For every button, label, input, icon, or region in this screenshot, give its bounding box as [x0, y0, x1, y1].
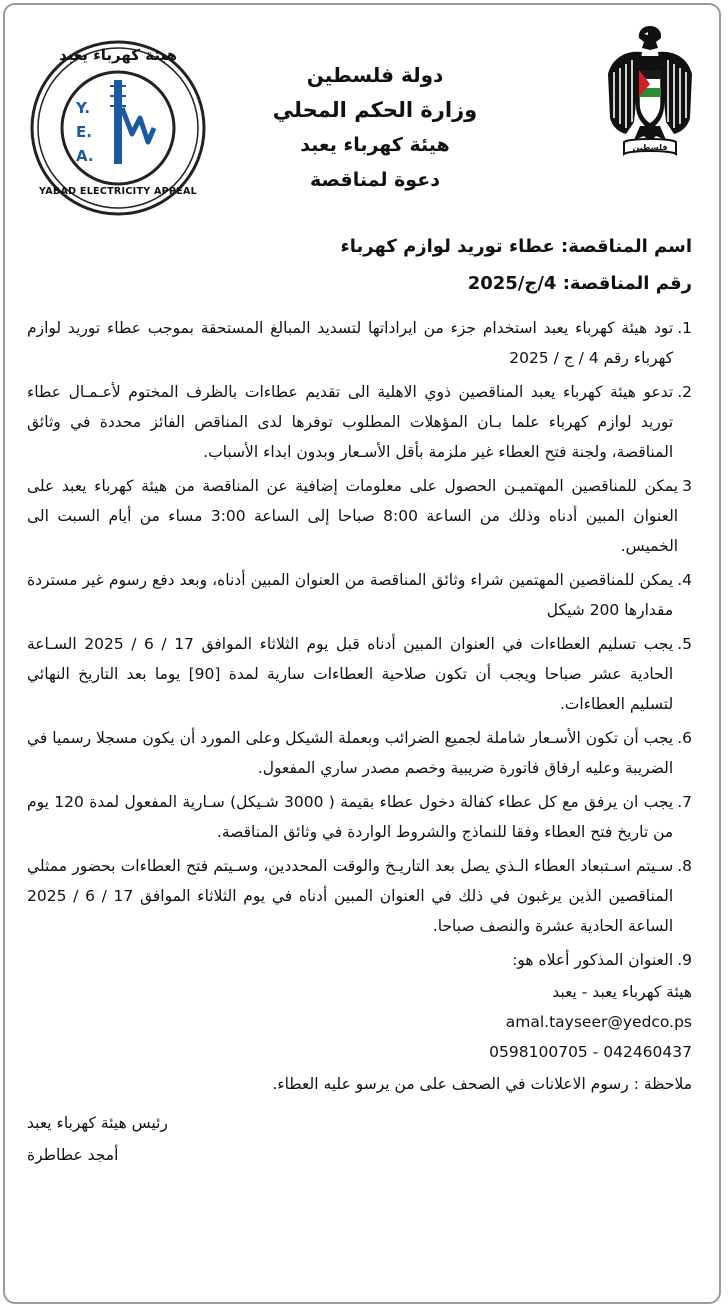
item-number: 4.	[677, 571, 692, 589]
item-number: 8.	[677, 857, 692, 875]
header	[0, 0, 728, 230]
signature-title: رئيس هيئة كهرباء يعبد	[27, 1114, 168, 1132]
contact-email[interactable]: amal.tayseer@yedco.ps	[505, 1013, 692, 1031]
list-item	[27, 945, 692, 975]
item-number: 5.	[677, 635, 692, 653]
ministry-title: وزارة الحكم المحلي	[272, 98, 478, 122]
ads-note: ملاحظة : رسوم الاعلانات في الصحف على من يرسو عليه العطاء.	[272, 1075, 692, 1093]
invitation-title: دعوة لمناقصة	[310, 169, 440, 191]
item-number: 6.	[677, 729, 692, 747]
logo-english-ring: YABAD ELECTRICITY APPEAL	[39, 186, 197, 197]
item-text: يمكن للمناقصين المهتميـن الحصول على معلومات إضافية عن المناقصة من هيئة كهرباء يعبد على العنوان المبين أدناه وذلك من الساعة 8:00 صباحا إلى الساعة 3:00 مساء من أيام السبت الى الخميس.	[27, 477, 679, 555]
logo-letter-e: E.	[76, 123, 92, 141]
authority-title: هيئة كهرباء يعبد	[300, 134, 450, 156]
logo-arabic-ring: هيئة كهرباء يعبد	[59, 46, 177, 64]
list-item	[27, 629, 692, 719]
eagle-emblem-icon	[604, 22, 696, 162]
list-item	[27, 313, 692, 373]
list-item	[27, 377, 692, 467]
item-text: يجب تسليم العطاءات في العنوان المبين أدناه قبل يوم الثلاثاء الموافق 17 / 6 / 2025 السـاعة الحادية عشر صباحا ويجب أن تكون صلاحية العطاءات سارية لمدة [90] يوما بعد التاريخ النهائي لتسليم العطاءات.	[27, 635, 674, 713]
item-text: تود هيئة كهرباء يعبد استخدام جزء من ايراداتها لتسديد المبالغ المستحقة بموجب عطاء توريد لوازم كهرباء رقم 4 / ج / 2025	[27, 319, 674, 367]
state-title: دولة فلسطين	[306, 63, 444, 87]
tender-meta	[32, 228, 692, 302]
list-item	[27, 787, 692, 847]
item-text: سـيتم اسـتبعاد العطاء الـذي يصل بعد التاريـخ والوقت المحددين، وسـيتم فتح العطاءات بحضور ممثلي المناقصين الذين يرغبون في ذلك في العنوان المبين أدناه في يوم الثلاثاء الموافق 17 / 6 / 2025 الساعة الحادية عشرة والنصف صباحا.	[27, 857, 674, 935]
logo-letter-a: A.	[76, 147, 94, 165]
palestine-emblem	[604, 22, 696, 162]
contact-entity: هيئة كهرباء يعبد - يعبد	[552, 983, 692, 1001]
item-text: يمكن للمناقصين المهتمين شراء وثائق المناقصة من العنوان المبين أدناه، وبعد دفع رسوم غير مستردة مقدارها 200 شيكل	[27, 571, 674, 619]
contact-phones: 0598100705 - 042460437	[489, 1043, 692, 1061]
tender-name: اسم المناقصة: عطاء توريد لوازم كهرباء	[340, 236, 692, 257]
logo-letters	[76, 96, 106, 168]
tender-body	[27, 313, 692, 1171]
list-item	[27, 851, 692, 941]
emblem-label: فلسطين	[632, 143, 668, 152]
yabad-electricity-logo	[28, 38, 208, 218]
item-number: 9.	[677, 951, 692, 969]
item-number: 1.	[677, 319, 692, 337]
list-item	[27, 723, 692, 783]
item-number: 7.	[677, 793, 692, 811]
item-number: 2.	[677, 383, 692, 401]
item-text: يجب أن تكون الأسـعار شاملة لجميع الضرائب وبعملة الشيكل وعلى المورد أن يكون مسجلا رسميا في الضريبة وعليه ارفاق فاتورة ضريبية وخصم مصدر ساري المفعول.	[27, 729, 674, 777]
item-text: تدعو هيئة كهرباء يعبد المناقصين ذوي الاهلية الى تقديم عطاءات بالظرف المختوم لأعـمـال عطاء توريد لوازم كهرباء علما بـان المؤهلات المطلوب توفرها لدى المناقص الفائز محددة في وثائق المناقصة، ولجنة فتح العطاء غير ملزمة بأقل الأسـعار وبدون ابداء الأسباب.	[27, 383, 674, 461]
signature-name: أمجد عطاطرة	[27, 1146, 119, 1164]
list-item	[27, 471, 692, 561]
logo-letter-y: Y.	[76, 99, 91, 117]
list-item	[27, 565, 692, 625]
item-number: 3	[682, 477, 692, 495]
item-text: العنوان المذكور أعلاه هو:	[512, 951, 674, 969]
item-text: يجب ان يرفق مع كل عطاء كفالة دخول عطاء بقيمة ( 3000 شـيكل) سـارية المفعول لمدة 120 يوم من تاريخ فتح العطاء وفقا للنماذج والشروط الواردة في وثائق المناقصة.	[27, 793, 674, 841]
tender-number: رقم المناقصة: 4/ج/2025	[467, 273, 692, 294]
signature-block	[27, 1107, 692, 1171]
header-titles	[250, 58, 500, 198]
contact-block	[27, 977, 692, 1067]
